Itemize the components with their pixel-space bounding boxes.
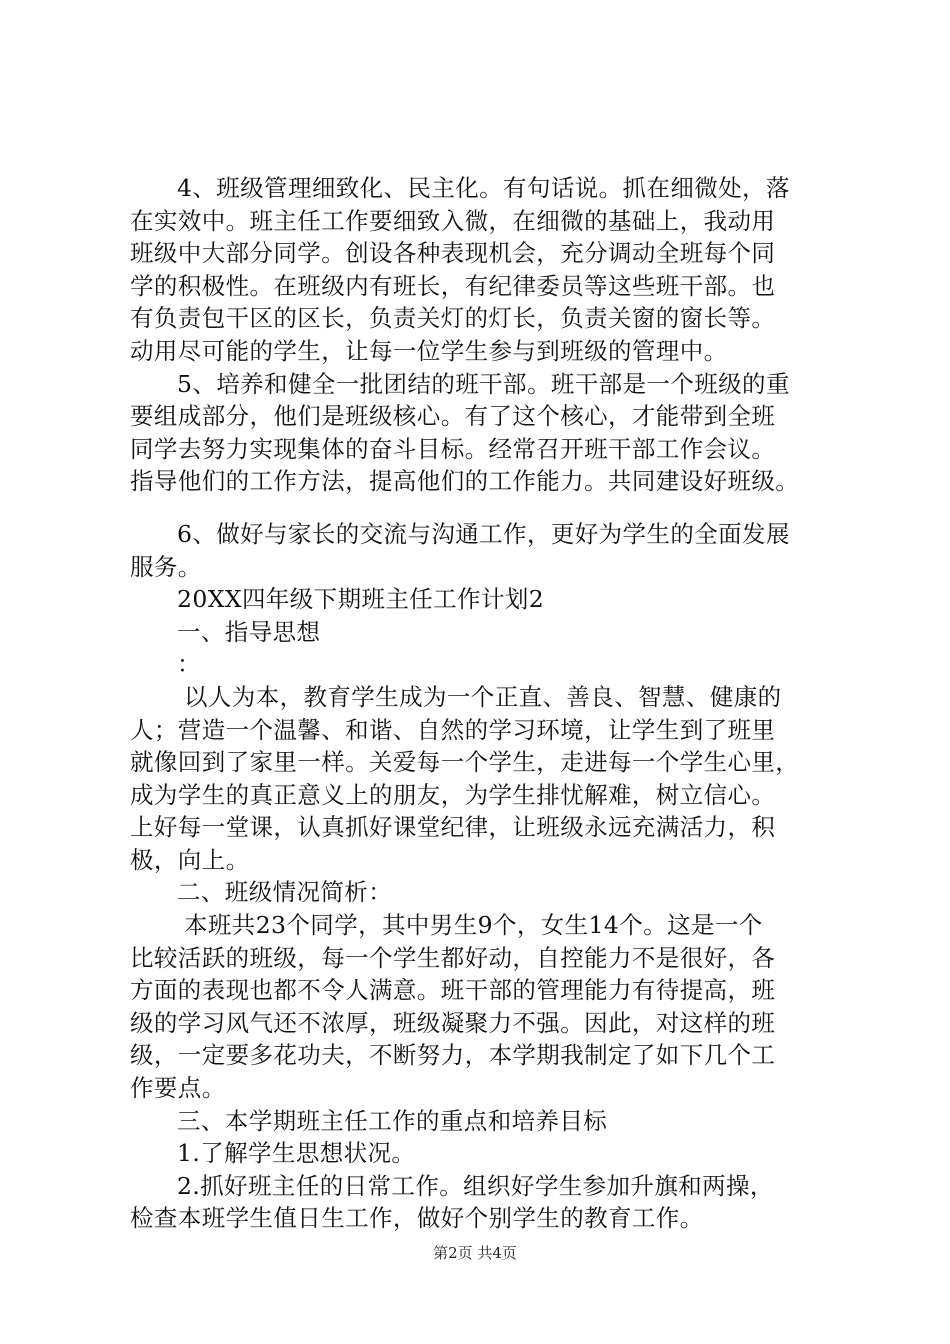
- page-footer: 第2页 共4页: [433, 1244, 517, 1262]
- class-analysis-line: 级，一定要多花功夫，不断努力，本学期我制定了如下几个工: [130, 1041, 776, 1070]
- guiding-thought-line: 人；营造一个温馨、和谐、自然的学习环境，让学生到了班里: [130, 715, 776, 744]
- guiding-thought-line: 以人为本，教育学生成为一个正直、善良、智慧、健康的: [184, 682, 782, 711]
- class-analysis-line: 方面的表现也都不令人满意。班干部的管理能力有待提高，班: [130, 976, 776, 1005]
- paragraph-5-line: 要组成部分，他们是班级核心。有了这个核心，才能带到全班: [130, 402, 776, 431]
- paragraph-4-line: 动用尽可能的学生，让每一位学生参与到班级的管理中。: [130, 336, 728, 365]
- document-body: [130, 172, 850, 1235]
- class-analysis-line: 作要点。: [130, 1074, 226, 1103]
- guiding-thought-line: 极，向上。: [130, 845, 250, 874]
- paragraph-4-line: 有负责包干区的区长，负责关灯的灯长，负责关窗的窗长等。: [130, 304, 776, 333]
- paragraph-4-line: 学的积极性。在班级内有班长，有纪律委员等这些班干部。也: [130, 271, 776, 300]
- paragraph-5-line: 同学去努力实现集体的奋斗目标。经常召开班干部工作会议。: [130, 434, 776, 463]
- paragraph-6-line: 6、做好与家长的交流与沟通工作，更好为学生的全面发展: [177, 519, 790, 548]
- paragraph-4-line: 4、班级管理细致化、民主化。有句话说。抓在细微处，落: [177, 174, 790, 202]
- paragraph-5-line: 指导他们的工作方法，提高他们的工作能力。共同建设好班级。: [130, 467, 800, 496]
- paragraph-4-line: 在实效中。班主任工作要细致入微，在细微的基础上，我动用: [130, 206, 776, 235]
- guiding-thought-line: 成为学生的真正意义上的朋友，为学生排忧解难，树立信心。: [130, 780, 776, 809]
- key-point-item: 1.了解学生思想状况。: [177, 1139, 416, 1168]
- key-point-item: 2.抓好班主任的日常工作。组织好学生参加升旗和两操，: [177, 1171, 774, 1200]
- class-analysis-line: 本班共23个同学，其中男生9个，女生14个。这是一个: [184, 911, 763, 940]
- paragraph-6-line: 服务。: [130, 552, 202, 581]
- section-title: 20XX四年级下期班主任工作计划2: [177, 585, 545, 614]
- paragraph-spacer: [130, 498, 850, 518]
- key-point-item: 检查本班学生值日生工作，做好个别学生的教育工作。: [130, 1204, 704, 1233]
- guiding-thought-line: 上好每一堂课，认真抓好课堂纪律，让班级永远充满活力，积: [130, 813, 776, 842]
- guiding-thought-line: 就像回到了家里一样。关爱每一个学生，走进每一个学生心里，: [130, 748, 800, 777]
- colon-line: ：: [177, 650, 201, 679]
- heading-key-points: 三、本学期班主任工作的重点和培养目标: [177, 1106, 608, 1135]
- class-analysis-line: 级的学习风气还不浓厚，班级凝聚力不强。因此，对这样的班: [130, 1008, 776, 1037]
- paragraph-5-line: 5、培养和健全一批团结的班干部。班干部是一个班级的重: [177, 369, 790, 398]
- heading-class-analysis: 二、班级情况简析：: [177, 878, 393, 907]
- class-analysis-line: 比较活跃的班级，每一个学生都好动，自控能力不是很好，各: [130, 943, 776, 972]
- heading-guiding-thought: 一、指导思想: [177, 617, 321, 646]
- paragraph-4-line: 班级中大部分同学。创设各种表现机会，充分调动全班每个同: [130, 239, 776, 268]
